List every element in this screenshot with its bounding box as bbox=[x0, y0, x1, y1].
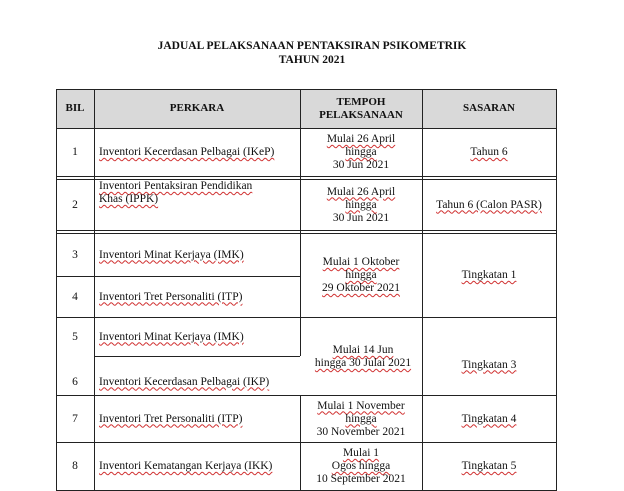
row-3-bil: 3 bbox=[72, 248, 78, 261]
row-7-sasaran: Tingkatan 4 bbox=[461, 412, 517, 425]
header-perkara: PERKARA bbox=[169, 102, 225, 114]
row-7-perkara: Inventori Tret Personaliti (ITP) bbox=[99, 412, 243, 425]
header-tempoh: TEMPOH PELAKSANAAN bbox=[319, 95, 403, 121]
row-3-perkara: Inventori Minat Kerjaya (IMK) bbox=[99, 248, 244, 261]
rows-5-6-sasaran: Tingkatan 3 bbox=[461, 358, 517, 371]
rule bbox=[56, 176, 557, 177]
rows-3-4-sasaran: Tingkatan 1 bbox=[461, 269, 517, 281]
rows-5-6-tempoh: Mulai 14 Jun hingga 30 Julai 2021 bbox=[314, 344, 412, 369]
rule bbox=[556, 89, 557, 491]
row-4-bil: 4 bbox=[72, 290, 78, 303]
row-4-perkara: Inventori Tret Personaliti (ITP) bbox=[99, 290, 243, 303]
rule bbox=[56, 230, 557, 231]
row-6-bil: 6 bbox=[72, 375, 78, 388]
page-title: JADUAL PELAKSANAAN PENTAKSIRAN PSIKOMETRIK bbox=[157, 40, 467, 52]
row-2-sasaran: Tahun 6 (Calon PASR) bbox=[436, 198, 542, 211]
header-bil: BIL bbox=[65, 102, 85, 114]
row-8-sasaran: Tingkatan 5 bbox=[461, 460, 517, 472]
row-6-perkara: Inventori Kecerdasan Pelbagai (IKP) bbox=[99, 375, 270, 388]
row-1-sasaran: Tahun 6 bbox=[470, 146, 508, 158]
row-2-bil: 2 bbox=[72, 198, 78, 211]
rule bbox=[94, 356, 300, 357]
row-7-bil: 7 bbox=[72, 412, 78, 425]
row-1-bil: 1 bbox=[72, 146, 78, 158]
row-7-tempoh: Mulai 1 November hingga 30 November 2021 bbox=[316, 399, 406, 438]
row-5-perkara: Inventori Minat Kerjaya (IMK) bbox=[99, 330, 244, 343]
schedule-table bbox=[56, 89, 557, 491]
header-sasaran: SASARAN bbox=[463, 102, 515, 114]
row-8-perkara: Inventori Kematangan Kerjaya (IKK) bbox=[99, 460, 273, 472]
page-subtitle: TAHUN 2021 bbox=[278, 54, 346, 66]
row-1-tempoh: Mulai 26 April hingga 30 Jun 2021 bbox=[326, 133, 396, 171]
row-5-bil: 5 bbox=[72, 330, 78, 343]
row-2-tempoh: Mulai 26 April hingga 30 Jun 2021 bbox=[326, 185, 396, 224]
row-2-perkara: Inventori Pentaksiran Pendidikan Khas (IPPK) bbox=[99, 180, 253, 205]
row-8-tempoh: Mulai 1 Ogos hingga 10 September 2021 bbox=[316, 447, 406, 485]
row-8-bil: 8 bbox=[72, 460, 78, 472]
row-1-perkara: Inventori Kecerdasan Pelbagai (IKeP) bbox=[99, 146, 275, 158]
rows-3-4-tempoh: Mulai 1 Oktober hingga 29 Oktober 2021 bbox=[322, 256, 400, 294]
